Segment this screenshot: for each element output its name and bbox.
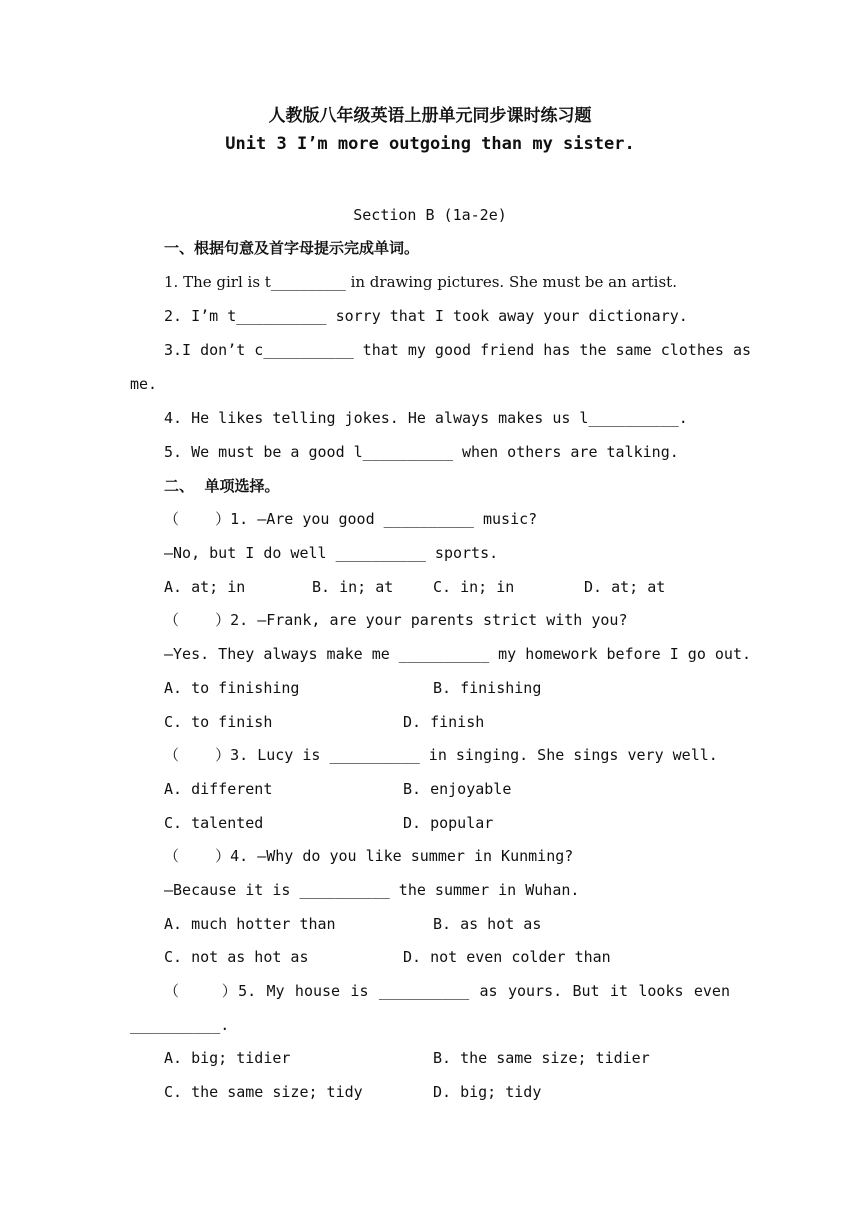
part2-q3-option-a: A. different bbox=[164, 780, 273, 798]
section-heading: Section B (1a-2e) bbox=[353, 206, 507, 224]
part1-question-5: 5. We must be a good l__________ when others are talking. bbox=[164, 443, 679, 461]
part2-q2-option-d: D. finish bbox=[403, 713, 485, 731]
part2-heading: 二、 单项选择。 bbox=[164, 477, 280, 495]
part1-question-3 bbox=[164, 340, 751, 360]
part2-q1-line2: —No, but I do well __________ sports. bbox=[164, 544, 499, 562]
part1-question-3-line2: me. bbox=[130, 375, 158, 393]
part2-q5-line1: （ ）5. My house is __________ as yours. But it looks even bbox=[164, 982, 730, 1000]
part2-q3-stem: （ ）3. Lucy is __________ in singing. She sings very well. bbox=[164, 746, 718, 764]
document-title-cn: 人教版八年级英语上册单元同步课时练习题 bbox=[268, 106, 592, 126]
part2-q5-stem bbox=[164, 981, 730, 1001]
part2-q2-option-b: B. finishing bbox=[433, 679, 542, 697]
part2-q2-stem: （ ）2. —Frank, are your parents strict with you? bbox=[164, 611, 628, 629]
part2-q1-stem: （ ）1. —Are you good __________ music? bbox=[164, 510, 538, 528]
part2-q5-option-d: D. big; tidy bbox=[433, 1083, 542, 1101]
part1-heading: 一、根据句意及首字母提示完成单词。 bbox=[164, 239, 420, 257]
part1-question-1: 1. The girl is t__________ in drawing pictures. She must be an artist. bbox=[164, 273, 677, 291]
part2-q2-line2: —Yes. They always make me __________ my homework before I go out. bbox=[164, 645, 751, 663]
part2-q4-option-c: C. not as hot as bbox=[164, 948, 309, 966]
part1-question-3-line1: 3.I don’t c__________ that my good friend has the same clothes as bbox=[164, 341, 751, 359]
part2-q5-option-b: B. the same size; tidier bbox=[433, 1049, 650, 1067]
part2-q2-option-c: C. to finish bbox=[164, 713, 273, 731]
part2-q1-option-c: C. in; in bbox=[433, 578, 515, 596]
part2-q4-option-b: B. as hot as bbox=[433, 915, 542, 933]
part2-q2-option-a: A. to finishing bbox=[164, 679, 300, 697]
part2-q1-option-d: D. at; at bbox=[584, 578, 666, 596]
document-title-en: Unit 3 I’m more outgoing than my sister. bbox=[225, 134, 635, 154]
part2-q4-stem: （ ）4. —Why do you like summer in Kunming? bbox=[164, 847, 574, 865]
part2-q4-option-d: D. not even colder than bbox=[403, 948, 611, 966]
part2-q3-option-d: D. popular bbox=[403, 814, 494, 832]
part2-q4-option-a: A. much hotter than bbox=[164, 915, 336, 933]
part2-q3-option-b: B. enjoyable bbox=[403, 780, 512, 798]
part2-q5-option-c: C. the same size; tidy bbox=[164, 1083, 363, 1101]
part2-q5-option-a: A. big; tidier bbox=[164, 1049, 291, 1067]
part1-question-2: 2. I’m t__________ sorry that I took away your dictionary. bbox=[164, 307, 688, 325]
part2-q3-option-c: C. talented bbox=[164, 814, 264, 832]
part1-question-4: 4. He likes telling jokes. He always makes us l__________. bbox=[164, 409, 688, 427]
part2-q1-option-b: B. in; at bbox=[312, 578, 394, 596]
part2-q1-option-a: A. at; in bbox=[164, 578, 246, 596]
part2-q4-line2: —Because it is __________ the summer in Wuhan. bbox=[164, 881, 580, 899]
part2-q5-line2: __________. bbox=[130, 1016, 230, 1034]
